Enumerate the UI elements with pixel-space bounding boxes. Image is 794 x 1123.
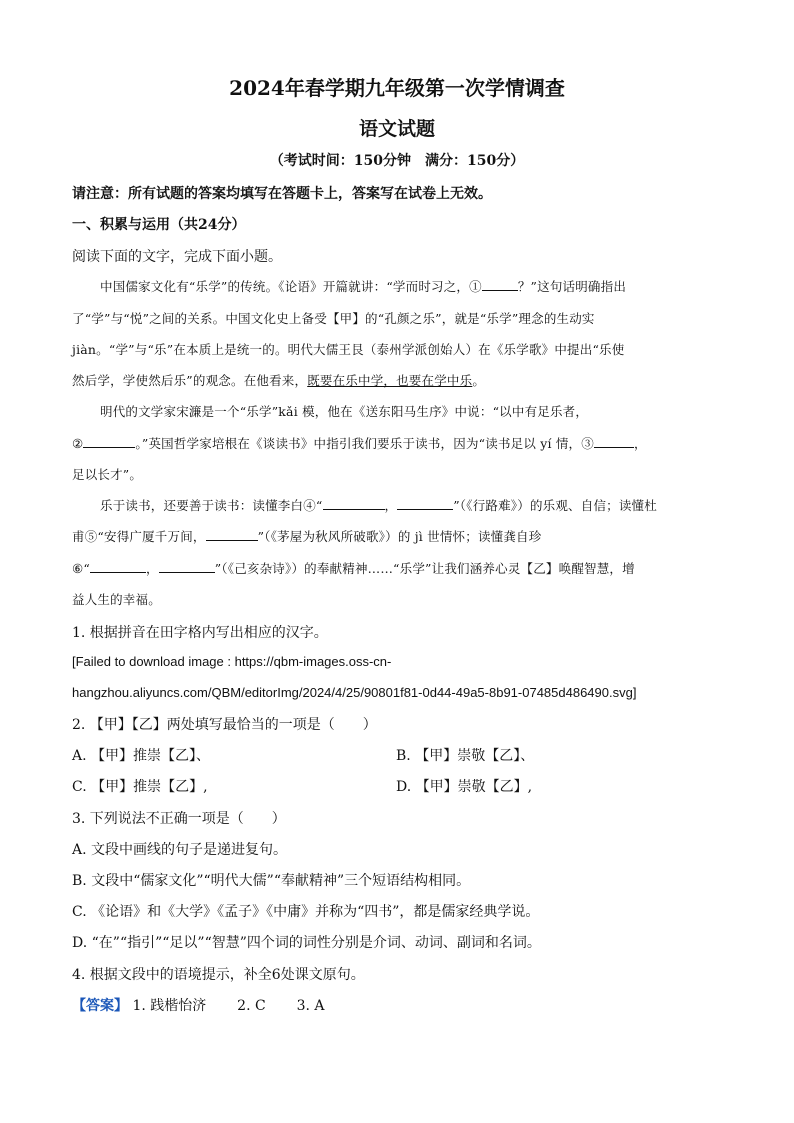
q2-option-a[interactable]: A. 【甲】推崇【乙】、 bbox=[72, 748, 211, 764]
q3-option-a[interactable]: A. 文段中画线的句子是递进复句。 bbox=[72, 842, 288, 858]
question-2-stem: 2. 【甲】【乙】两处填写最恰当的一项是（ ） bbox=[72, 717, 377, 733]
exam-subtitle: 语文试题 bbox=[358, 118, 435, 140]
passage-line: 甫⑤“安得广厦千万间， ”（《茅屋为秋风所破歌》）的 jì 世情怀；读懂龚自珍 bbox=[72, 529, 542, 544]
passage-line: 中国儒家文化有“乐学”的传统。《论语》开篇就讲：“学而时习之，① ？”这句话明确指出 bbox=[100, 279, 627, 294]
blank-4a bbox=[323, 497, 385, 510]
q3-option-d[interactable]: D. “在”“指引”“足以”“智慧”四个词的词性分别是介词、动词、副词和名词。 bbox=[72, 935, 541, 951]
passage-line: ⑥“ ， ”（《己亥杂诗》）的奉献精神……“乐学”让我们涵养心灵【乙】唤醒智慧，增 bbox=[72, 561, 635, 576]
question-1-stem: 1. 根据拼音在田字格内写出相应的汉字。 bbox=[72, 625, 328, 641]
section-heading: 一、积累与运用（共24分） bbox=[72, 217, 246, 233]
question-3-stem: 3. 下列说法不正确一项是（ ） bbox=[72, 811, 286, 827]
passage-line: 足以长才”。 bbox=[72, 467, 143, 482]
blank-5 bbox=[206, 528, 258, 541]
blank-2 bbox=[83, 435, 135, 448]
q3-option-b[interactable]: B. 文段中“儒家文化”“明代大儒”“奉献精神”三个短语结构相同。 bbox=[72, 873, 471, 889]
passage-line: 了“学”与“悦”之间的关系。中国文化史上备受【甲】的“孔颜之乐”，就是“乐学”理念的生动实 bbox=[72, 311, 595, 326]
q3-option-c[interactable]: C. 《论语》和《大学》《孟子》《中庸》并称为“四书”，都是儒家经典学说。 bbox=[72, 904, 540, 920]
blank-6a bbox=[90, 560, 146, 573]
q2-option-c[interactable]: C. 【甲】推崇【乙】, bbox=[72, 779, 208, 795]
passage-line: jiàn。“学”与“乐”在本质上是统一的。明代大儒王艮（泰州学派创始人）在《乐学歌》中提出“乐使 bbox=[72, 342, 625, 357]
blank-6b bbox=[159, 560, 215, 573]
q2-option-d[interactable]: D. 【甲】崇敬【乙】, bbox=[396, 779, 533, 795]
exam-info: （考试时间：150分钟 满分：150分） bbox=[269, 153, 525, 169]
exam-title: 2024年春学期九年级第一次学情调查 bbox=[229, 76, 565, 100]
blank-3 bbox=[594, 435, 634, 448]
passage-line: 益人生的幸福。 bbox=[72, 592, 161, 607]
notice: 请注意：所有试题的答案均填写在答题卡上，答案写在试卷上无效。 bbox=[72, 186, 492, 202]
image-error-line: hangzhou.aliyuncs.com/QBM/editorImg/2024/4/25/90801f81-0d44-49a5-8b91-07485d486490.svg] bbox=[72, 685, 637, 700]
q2-option-b[interactable]: B. 【甲】崇敬【乙】、 bbox=[396, 748, 535, 764]
passage-line: 然后学，学使然后乐”的观念。在他看来，既要在乐中学，也要在学中乐。 bbox=[72, 373, 486, 388]
blank-1 bbox=[482, 278, 518, 291]
section-instruction: 阅读下面的文字，完成下面小题。 bbox=[72, 249, 282, 265]
answer-1: 1. 践楷怡济 bbox=[132, 998, 207, 1014]
image-error-line: [Failed to download image : https://qbm-images.oss-cn- bbox=[72, 654, 392, 669]
answer-line bbox=[72, 995, 325, 1015]
blank-4b bbox=[397, 497, 453, 510]
passage-line: ② 。”英国哲学家培根在《谈读书》中指引我们要乐于读书，因为“读书足以 yí 情，③ ， bbox=[72, 436, 647, 451]
passage-line: 明代的文学家宋濂是一个“乐学”kǎi 模，他在《送东阳马生序》中说：“以中有足乐者， bbox=[100, 404, 589, 419]
underlined-sentence: 既要在乐中学，也要在学中乐 bbox=[307, 373, 473, 388]
answer-3: 3. A bbox=[296, 998, 325, 1014]
answer-label: 【答案】 bbox=[72, 998, 128, 1014]
question-4-stem: 4. 根据文段中的语境提示，补全6处课文原句。 bbox=[72, 967, 365, 983]
passage-line: 乐于读书，还要善于读书：读懂李白④“ ， ”（《行路难》）的乐观、自信；读懂杜 bbox=[100, 498, 657, 513]
answer-2: 2. C bbox=[237, 998, 266, 1014]
